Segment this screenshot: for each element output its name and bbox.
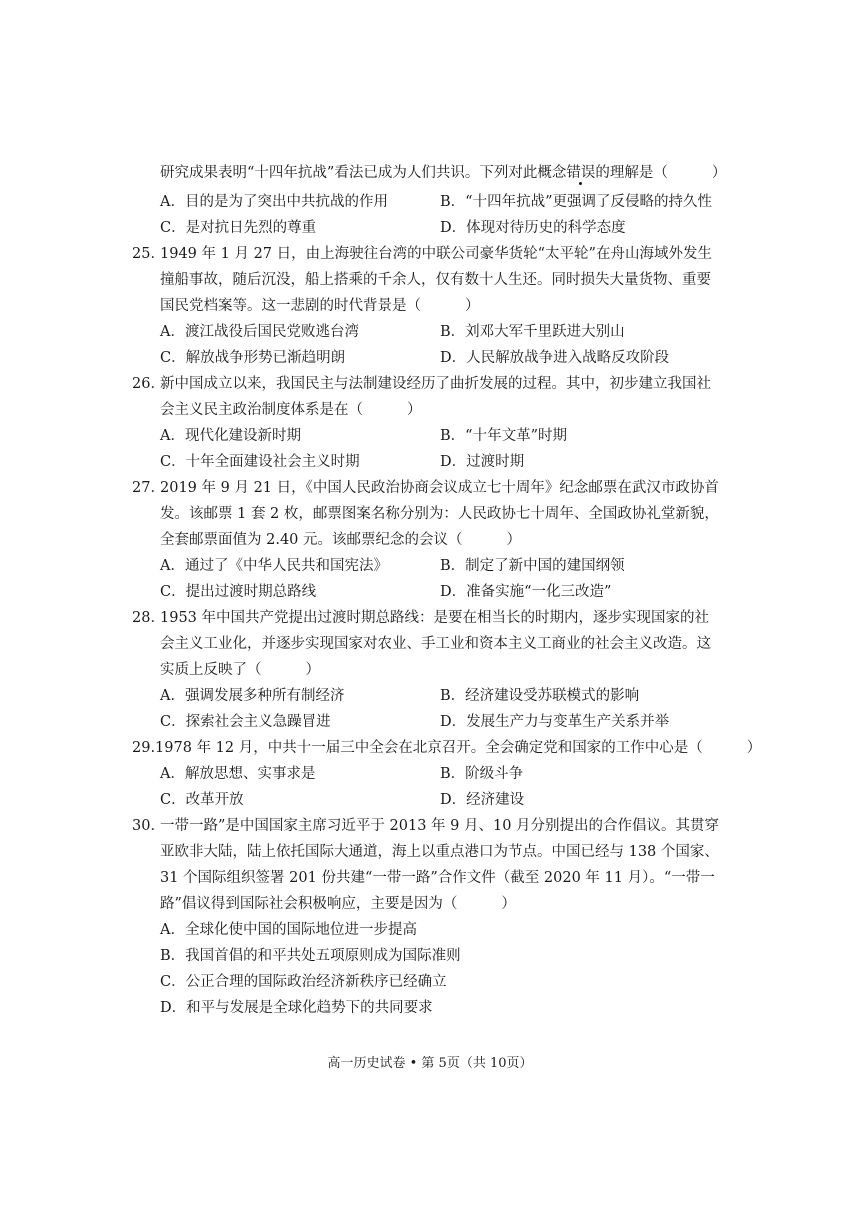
q28-text-1: 1953 年中国共产党提出过渡时期总路线：是要在相当长的时期内，逐步实现国家的社 — [160, 610, 710, 626]
q30-text-4: 路”倡议得到国际社会积极响应，主要是因为（ — [160, 896, 458, 912]
q29-answer-paren: ） — [746, 740, 762, 756]
q24-stem-text: 研究成果表明“十四年抗战”看法已成为人们共识。下列对此概念 — [160, 165, 567, 181]
q25-line-2: 撞船事故，随后沉没，船上搭乘的千余人，仅有数十人生还。同时损失大量货物、重要 — [160, 272, 711, 288]
q26-option-b: B．“十年文革”时期 — [440, 428, 567, 444]
q24-stem — [160, 160, 726, 186]
q29-option-c: C．改革开放 — [160, 792, 244, 808]
q24-emphasis: 错误 — [566, 165, 596, 181]
q28-number: 28． — [132, 610, 165, 626]
q24-option-a: A．目的是为了突出中共抗战的作用 — [160, 194, 388, 210]
q25-text-3: 国民党档案等。这一悲剧的时代背景是（ — [160, 298, 421, 314]
q30-option-d: D．和平与发展是全球化趋势下的共同要求 — [160, 1000, 433, 1016]
q28-answer-paren: ） — [305, 662, 320, 678]
q26-line-1 — [132, 371, 711, 397]
q27-option-d: D．准备实施“一化三改造” — [440, 584, 612, 600]
q29-text: 29.1978 年 12 月，中共十一届三中全会在北京召开。全会确定党和国家的工作中心是（ — [132, 740, 703, 756]
q27-line-1 — [132, 475, 719, 501]
q30-option-a: A．全球化使中国的国际地位进一步提高 — [160, 922, 417, 938]
q28-text-3: 实质上反映了（ — [160, 662, 262, 678]
q30-text-1: 一带一路”是中国国家主席习近平于 2013 年 9 月、10 月分别提出的合作倡议。其贯穿 — [160, 818, 720, 834]
q25-line-1 — [132, 241, 712, 267]
q25-number: 25． — [132, 246, 165, 262]
q28-option-d: D．发展生产力与变革生产关系并举 — [440, 714, 670, 730]
q28-line-1 — [132, 605, 709, 631]
q27-text-1: 2019 年 9 月 21 日，《中国人民政治协商会议成立七十周年》纪念邮票在武汉市政协首 — [160, 480, 719, 496]
q25-option-c: C．解放战争形势已渐趋明朗 — [160, 350, 346, 366]
q26-option-c: C．十年全面建设社会主义时期 — [160, 454, 360, 470]
q30-line-2: 亚欧非大陆，陆上依托国际大通道，海上以重点港口为节点。中国已经与 138 个国家、 — [160, 844, 719, 860]
q26-line-2 — [160, 397, 422, 423]
q24-option-d: D．体现对待历史的科学态度 — [440, 220, 626, 236]
q30-answer-paren: ） — [501, 896, 516, 912]
q30-line-3: 31 个国际组织签署 201 份共建“一带一路”合作文件（截至 2020 年 11 月）。“一带一 — [160, 870, 715, 886]
q28-line-3 — [160, 657, 320, 683]
q27-option-c: C．提出过渡时期总路线 — [160, 584, 317, 600]
q28-option-c: C．探索社会主义急躁冒进 — [160, 714, 331, 730]
q24-answer-paren: ） — [711, 165, 727, 181]
q27-option-a: A．通过了《中华人民共和国宪法》 — [160, 558, 388, 574]
q30-number: 30． — [132, 818, 165, 834]
q29-option-b: B．阶级斗争 — [440, 766, 524, 782]
q25-option-b: B．刘邓大军千里跃进大别山 — [440, 324, 625, 340]
q27-line-3 — [160, 527, 521, 553]
q27-line-2: 发。该邮票 1 套 2 枚，邮票图案名称分别为：人民政协七十周年、全国政协礼堂新貌， — [160, 506, 719, 522]
q25-option-d: D．人民解放战争进入战略反攻阶段 — [440, 350, 670, 366]
q30-line-4 — [160, 891, 516, 917]
q30-line-1 — [132, 813, 719, 839]
q26-number: 26． — [132, 376, 165, 392]
q25-option-a: A．渡江战役后国民党败逃台湾 — [160, 324, 359, 340]
q29-option-a: A．解放思想、实事求是 — [160, 766, 316, 782]
q25-answer-paren: ） — [465, 298, 480, 314]
q24-stem-text-end: 的理解是（ — [595, 165, 668, 181]
q28-line-2: 会主义工业化，并逐步实现国家对农业、手工业和资本主义工商业的社会主义改造。这 — [160, 636, 711, 652]
q25-text-1: 1949 年 1 月 27 日，由上海驶往台湾的中联公司豪华货轮“太平轮”在舟山海域外发生 — [160, 246, 712, 262]
q27-option-b: B．制定了新中国的建国纲领 — [440, 558, 625, 574]
q28-option-a: A．强调发展多种所有制经济 — [160, 688, 345, 704]
q29-line-1 — [132, 735, 761, 761]
q26-text-1: 新中国成立以来，我国民主与法制建设经历了曲折发展的过程。其中，初步建立我国社 — [160, 376, 711, 392]
q26-answer-paren: ） — [407, 402, 422, 418]
q26-text-2: 会主义民主政治制度体系是在（ — [160, 402, 363, 418]
q28-option-b: B．经济建设受苏联模式的影响 — [440, 688, 640, 704]
q27-text-3: 全套邮票面值为 2.40 元。该邮票纪念的会议（ — [160, 532, 463, 548]
page-footer: 高一历史试卷 • 第 5页（共 10页） — [327, 1056, 533, 1071]
q25-line-3 — [160, 293, 480, 319]
q26-option-d: D．过渡时期 — [440, 454, 525, 470]
q27-number: 27． — [132, 480, 165, 496]
q24-option-b: B．“十四年抗战”更强调了反侵略的持久性 — [440, 194, 712, 210]
q24-option-c: C．是对抗日先烈的尊重 — [160, 220, 317, 236]
q26-option-a: A．现代化建设新时期 — [160, 428, 301, 444]
q30-option-c: C．公正合理的国际政治经济新秩序已经确立 — [160, 974, 447, 990]
q30-option-b: B．我国首倡的和平共处五项原则成为国际准则 — [160, 948, 461, 964]
q29-option-d: D．经济建设 — [440, 792, 525, 808]
q27-answer-paren: ） — [506, 532, 522, 548]
